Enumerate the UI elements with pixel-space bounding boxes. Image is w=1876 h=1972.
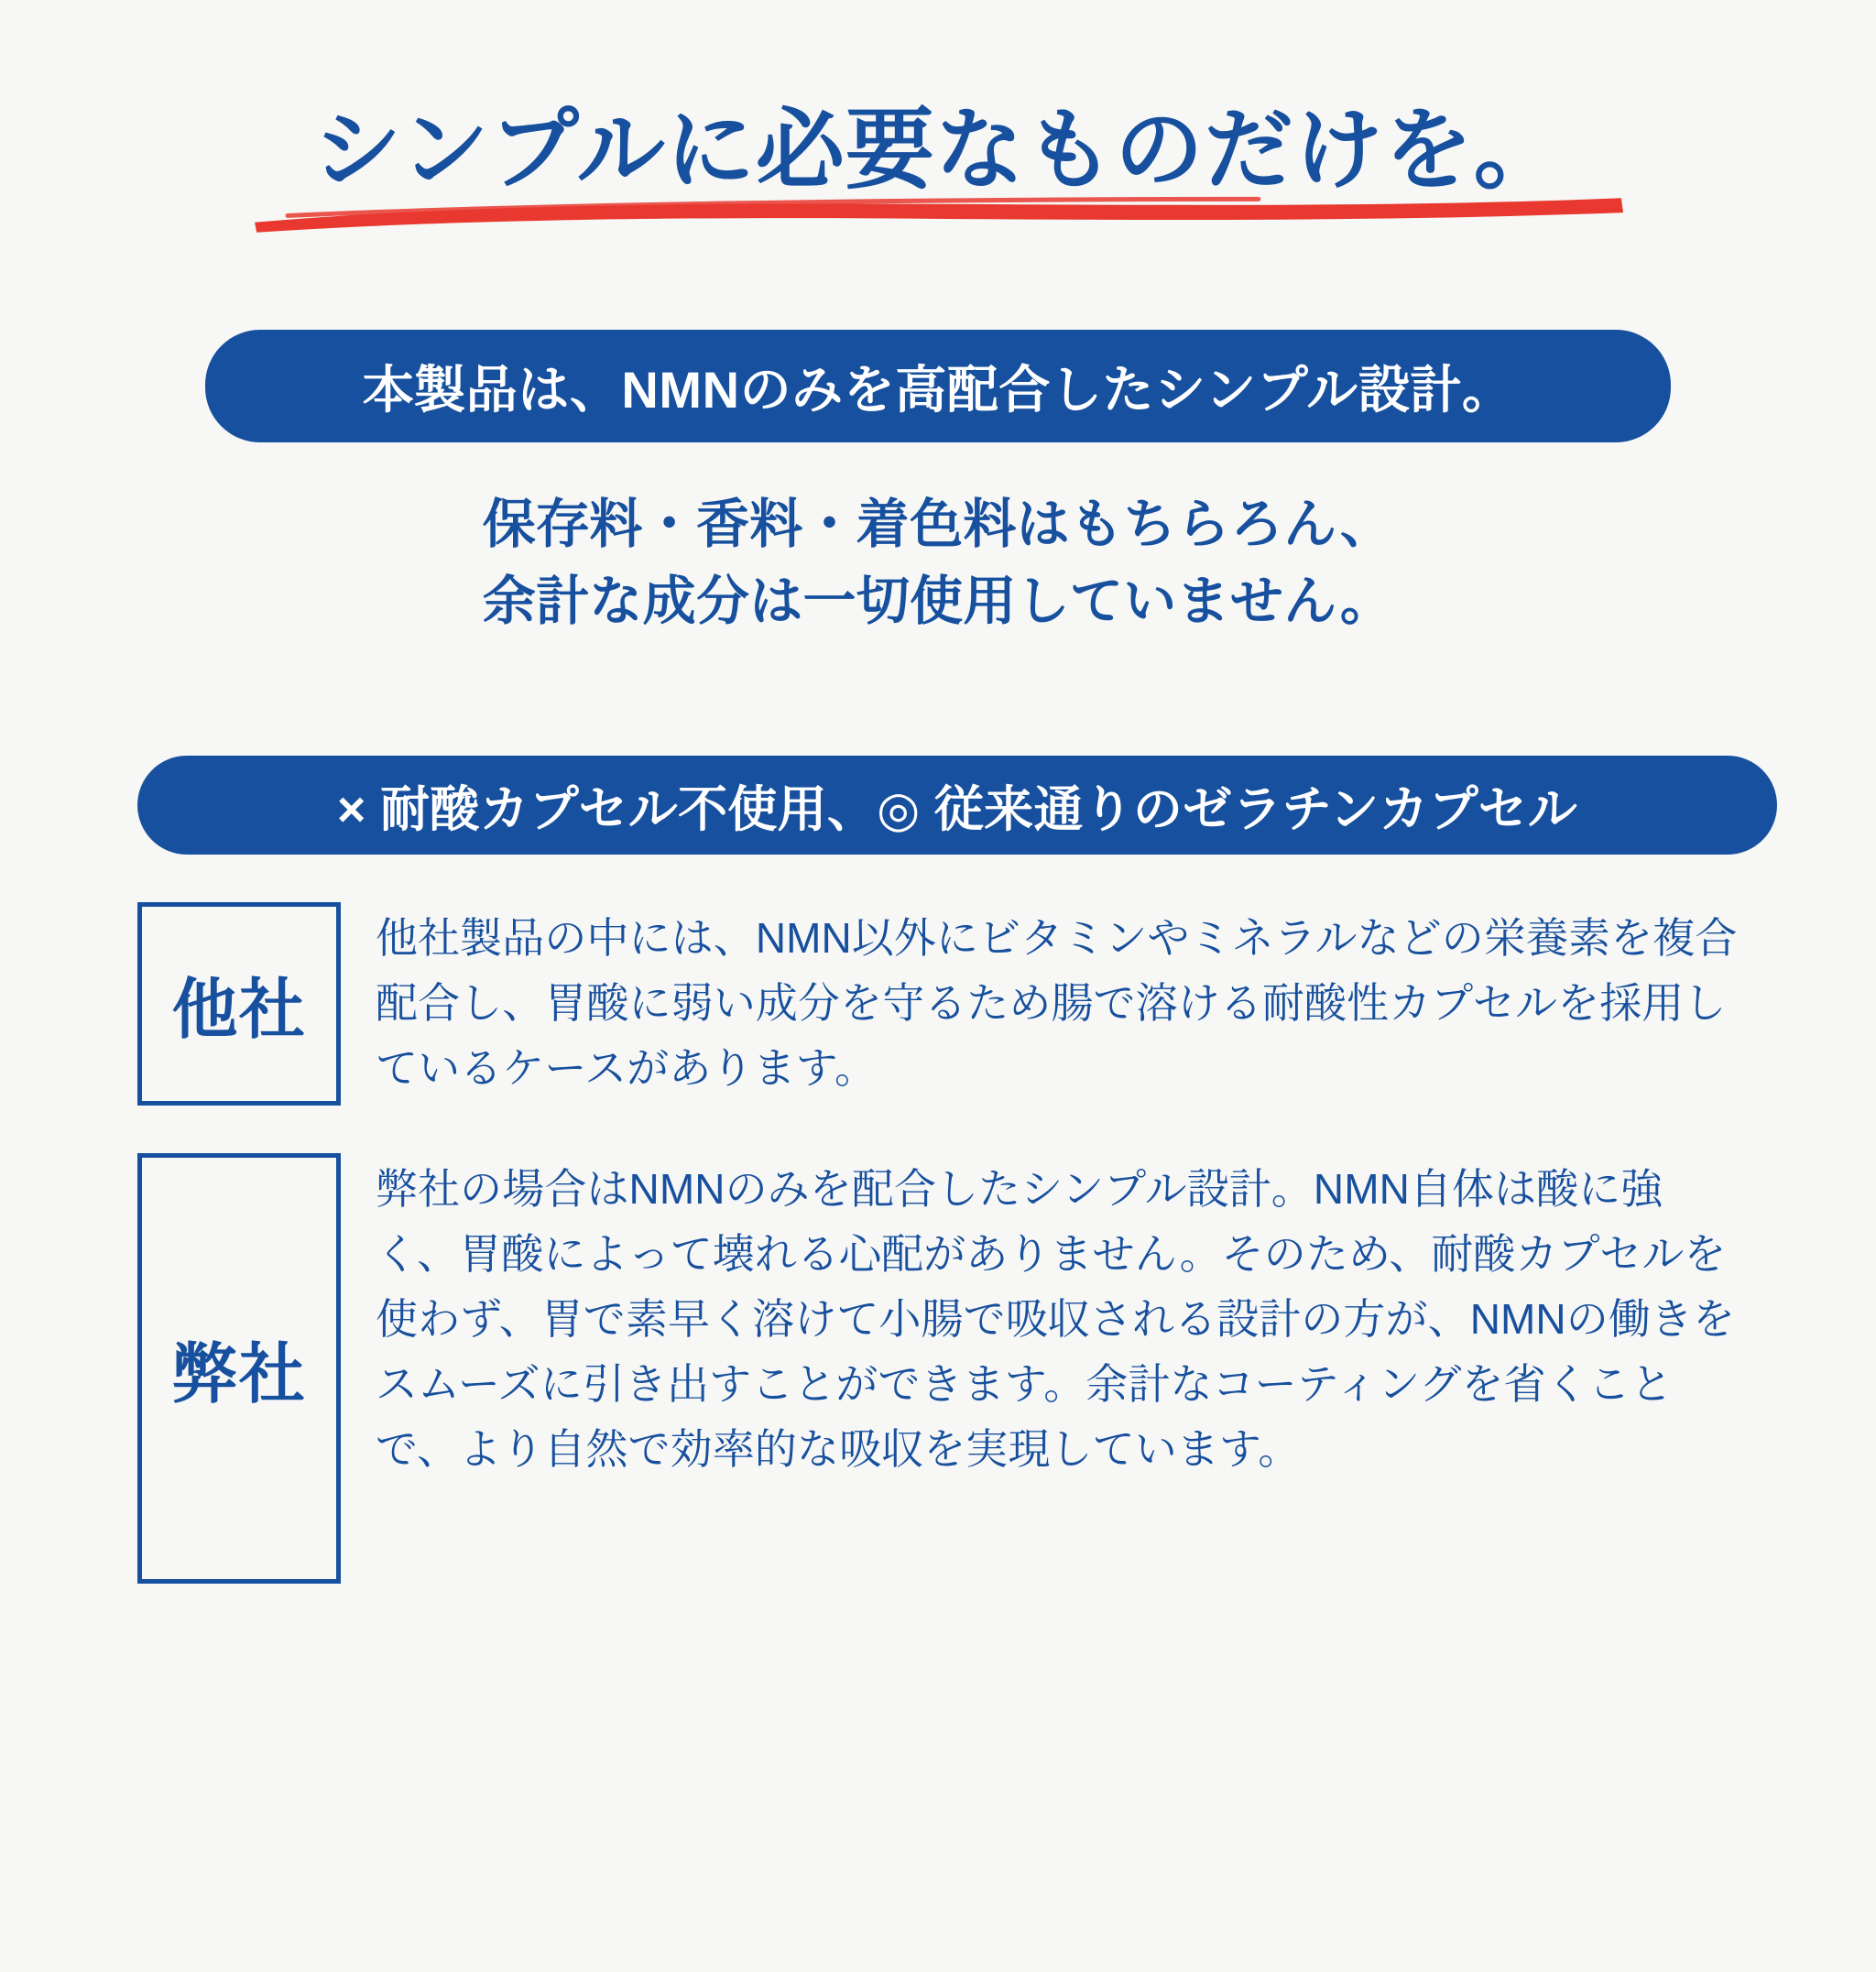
tag-box-ours-label: 弊社 xyxy=(171,1338,307,1412)
main-banner-label: 本製品は、NMNのみを高配合したシンプル設計。 xyxy=(362,360,1514,419)
comparison-text-other-body: 他社製品の中には、NMN以外にビタミンやミネラルなどの栄養素を複合配合し、胃酸に弱い成分を守るため腸で溶ける耐酸性カプセルを採用しているケースがあります。 xyxy=(376,914,1738,1092)
sub-headline-line-2: 余計な成分は一切使用していません。 xyxy=(482,572,1394,632)
capsule-banner xyxy=(137,756,1777,855)
capsule-banner-label: × 耐酸カプセル不使用、◎ 従来通りのゼラチンカプセル xyxy=(336,781,1578,837)
comparison-row-other xyxy=(137,902,1739,1106)
promo-page xyxy=(0,96,1876,1972)
tag-box-other xyxy=(137,902,341,1106)
page-title: シンプルに必要なものだけを。 xyxy=(312,97,1564,202)
tag-box-ours xyxy=(137,1153,341,1584)
comparison-text-other xyxy=(376,902,1739,1106)
comparison-row-ours xyxy=(137,1153,1739,1584)
tag-box-other-label: 他社 xyxy=(171,974,307,1048)
sub-headline xyxy=(137,486,1739,640)
sub-headline-line-1: 保存料・香料・着色料はもちらろん、 xyxy=(482,495,1394,554)
comparison-text-ours-body: 弊社の場合はNMNのみを配合したシンプル設計。NMN自体は酸に強く、胃酸によって壊れる心配がありません。そのため、耐酸カプセルを使わず、胃で素早く溶けて小腸で吸収される設計の方が、NMNの働きをスムーズに引き出すことができます。余計なコーティングを省くことで、より自然で効率的な吸収を実現しています。 xyxy=(376,1165,1736,1473)
headline-section xyxy=(137,96,1739,266)
comparison-text-ours xyxy=(376,1153,1739,1584)
main-banner xyxy=(205,330,1671,442)
comparison-section xyxy=(137,902,1739,1584)
